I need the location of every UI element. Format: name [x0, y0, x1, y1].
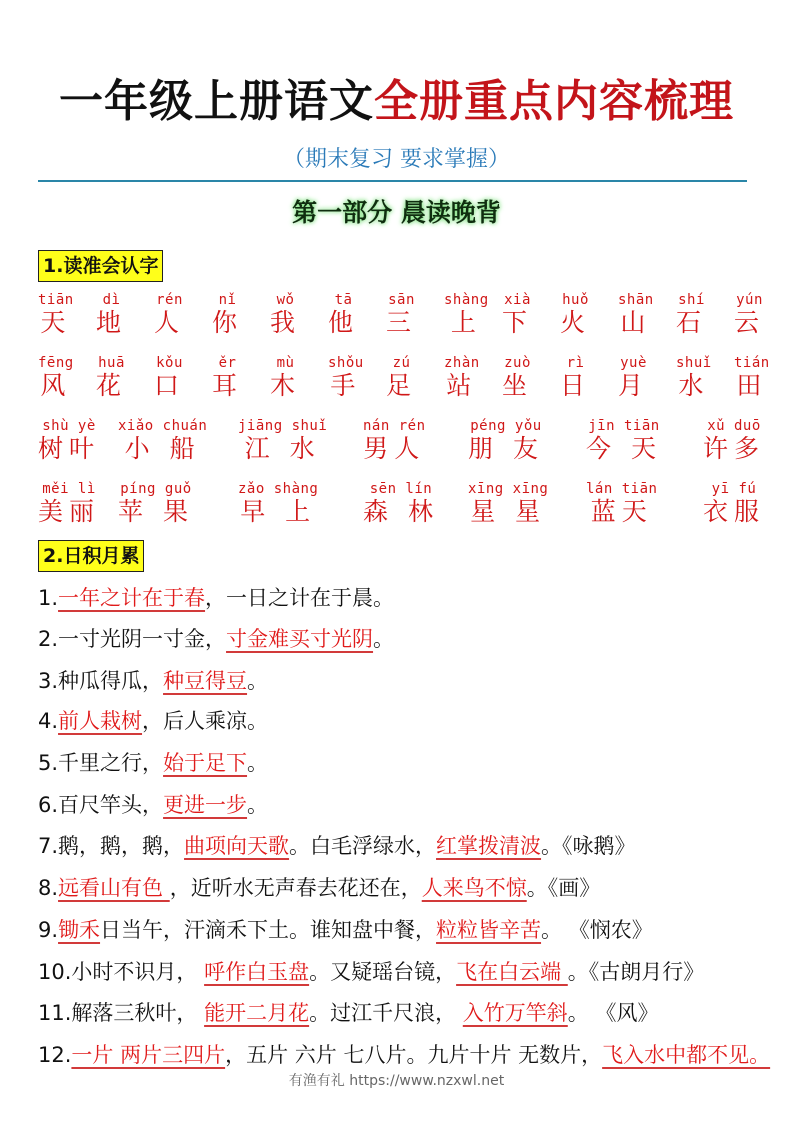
fill-in-answer: 呼作白玉盘	[204, 960, 310, 984]
fill-in-answer: 一年之计在于春	[58, 586, 206, 610]
pinyin: nán rén	[363, 418, 426, 434]
verse-text: ，五片 六片 七八片。九片十片 无数片，	[225, 1043, 603, 1067]
verse-text: 。《咏鹅》	[541, 834, 636, 858]
fill-in-answer: 寸金难买寸光阴	[226, 627, 374, 651]
verse-number: 10.	[38, 960, 72, 984]
verse-line	[38, 831, 636, 861]
character-cell	[96, 292, 127, 338]
section-1-tag: 1.读准会认字	[38, 250, 163, 282]
verse-text: 。	[373, 627, 395, 651]
verse-text: 。	[247, 793, 269, 817]
character-cell	[734, 355, 770, 401]
character-cell	[38, 292, 74, 338]
character-row	[38, 292, 766, 352]
hanzi: 男人	[363, 434, 426, 463]
verse-line	[38, 624, 394, 654]
hanzi: 树叶	[38, 434, 101, 463]
verse-text: 。	[247, 669, 269, 693]
fill-in-answer: 人来鸟不惊	[421, 876, 527, 900]
character-cell	[502, 355, 533, 401]
character-cell	[154, 355, 185, 401]
pinyin: sēn lín	[369, 481, 433, 497]
verse-number: 6.	[38, 793, 59, 817]
fill-in-answer: 锄禾	[58, 918, 101, 942]
verse-number: 12.	[38, 1043, 72, 1067]
verse-number: 2.	[38, 627, 59, 651]
pinyin: péng yǒu	[470, 418, 542, 434]
document-title	[0, 74, 793, 130]
pinyin: xiǎo chuán	[118, 418, 208, 434]
character-cell	[676, 292, 707, 338]
pinyin: xià	[504, 292, 531, 308]
hanzi: 今 天	[586, 434, 662, 463]
fill-in-answer: 入竹万竿斜	[462, 1001, 568, 1025]
character-cell	[328, 292, 359, 338]
verse-number: 4.	[38, 709, 59, 733]
hanzi: 风	[40, 371, 72, 400]
pinyin: nǐ	[218, 292, 237, 308]
title-red-part: 全册重点内容梳理	[374, 76, 734, 127]
hanzi: 小 船	[124, 434, 201, 463]
pinyin: jīn tiān	[588, 418, 660, 434]
verse-text: 鹅，鹅，鹅，	[58, 834, 185, 858]
pinyin: shàng	[444, 292, 489, 308]
hanzi: 美丽	[38, 497, 101, 526]
character-row	[38, 481, 766, 541]
character-cell	[618, 355, 649, 401]
verse-number: 11.	[38, 1001, 72, 1025]
verse-text: 解落三秋叶，	[71, 1001, 205, 1025]
character-cell	[468, 481, 548, 527]
hanzi: 石	[676, 308, 708, 337]
hanzi: 许多	[703, 434, 766, 463]
character-cell	[38, 355, 74, 401]
verse-text: 。又疑瑶台镜，	[309, 960, 457, 984]
verse-line	[38, 998, 658, 1028]
verse-line	[38, 1040, 770, 1070]
verse-text: 。过江千尺浪，	[309, 1001, 463, 1025]
pinyin: yī fú	[711, 481, 757, 497]
hanzi: 火	[560, 308, 592, 337]
character-cell	[386, 355, 417, 401]
character-cell	[586, 481, 657, 527]
character-cell	[703, 418, 765, 464]
hanzi: 他	[328, 308, 360, 337]
watermark: 有渔有礼 https://www.nzxwl.net	[288, 1073, 505, 1089]
verse-line	[38, 748, 268, 778]
character-row	[38, 355, 770, 415]
character-cell	[212, 292, 243, 338]
character-cell	[363, 418, 426, 464]
pinyin: dì	[102, 292, 121, 308]
pinyin: kǒu	[156, 355, 183, 371]
pinyin: huā	[98, 355, 125, 371]
pinyin: jiāng shuǐ	[238, 418, 328, 434]
verse-text: 。白毛浮绿水，	[289, 834, 437, 858]
verse-number: 9.	[38, 918, 59, 942]
fill-in-answer: 前人栽树	[58, 709, 143, 733]
character-row	[38, 418, 766, 478]
hanzi: 你	[212, 308, 244, 337]
pinyin: píng guǒ	[120, 481, 192, 497]
fill-in-answer: 一片 两片三四片	[71, 1043, 226, 1067]
character-cell	[118, 481, 194, 527]
section-2-tag: 2.日积月累	[38, 540, 144, 572]
hanzi: 苹 果	[118, 497, 194, 526]
pinyin: mù	[276, 355, 295, 371]
pinyin: huǒ	[562, 292, 589, 308]
verse-text: 小时不识月，	[71, 960, 205, 984]
verse-number: 5.	[38, 751, 59, 775]
divider-line	[38, 180, 747, 182]
character-cell	[560, 292, 591, 338]
character-cell	[618, 292, 654, 338]
character-cell	[502, 292, 533, 338]
fill-in-answer: 飞入水中都不见。	[602, 1043, 771, 1067]
title-black-part: 一年级上册语文	[59, 76, 374, 127]
hanzi: 地	[96, 308, 128, 337]
verse-line	[38, 790, 268, 820]
pinyin: wǒ	[276, 292, 295, 308]
verse-text: ，后人乘凉。	[142, 709, 269, 733]
verse-text: 。 《悯农》	[541, 918, 653, 942]
hanzi: 云	[734, 308, 766, 337]
character-cell	[560, 355, 591, 401]
hanzi: 水	[678, 371, 710, 400]
pinyin: rì	[566, 355, 585, 371]
hanzi: 口	[154, 371, 186, 400]
hanzi: 我	[270, 308, 302, 337]
pinyin: shù yè	[42, 418, 96, 434]
hanzi: 人	[154, 308, 186, 337]
verse-text: 种瓜得瓜，	[58, 669, 164, 693]
verse-line	[38, 706, 268, 736]
hanzi: 朋 友	[468, 434, 544, 463]
character-cell	[363, 481, 439, 527]
pinyin: shí	[678, 292, 705, 308]
hanzi: 天	[40, 308, 72, 337]
character-cell	[444, 355, 480, 401]
verse-text: ，一日之计在于晨。	[205, 586, 395, 610]
fill-in-answer: 曲项向天歌	[184, 834, 290, 858]
hanzi: 山	[620, 308, 652, 337]
pinyin: sān	[388, 292, 415, 308]
pinyin: ěr	[218, 355, 237, 371]
verse-number: 7.	[38, 834, 59, 858]
verse-text: ，近听水无声春去花还在，	[169, 876, 422, 900]
verse-text: 。《画》	[526, 876, 601, 900]
hanzi: 手	[330, 371, 362, 400]
character-cell	[734, 292, 765, 338]
character-cell	[38, 481, 100, 527]
fill-in-answer: 粒粒皆辛苦	[436, 918, 542, 942]
hanzi: 早 上	[240, 497, 317, 526]
pinyin: zhàn	[444, 355, 480, 371]
verse-number: 3.	[38, 669, 59, 693]
part-title: 第一部分 晨读晚背	[292, 198, 501, 227]
character-cell	[386, 292, 417, 338]
verse-line	[38, 873, 600, 903]
hanzi: 上	[450, 308, 482, 337]
fill-in-answer: 始于足下	[163, 751, 248, 775]
fill-in-answer: 红掌拨清波	[436, 834, 542, 858]
pinyin: tiān	[38, 292, 74, 308]
pinyin: zuò	[504, 355, 531, 371]
verse-number: 1.	[38, 586, 59, 610]
character-cell	[676, 355, 712, 401]
fill-in-answer: 飞在白云端	[456, 960, 568, 984]
verse-text: 。《古朗月行》	[567, 960, 705, 984]
hanzi: 田	[736, 371, 768, 400]
character-cell	[212, 355, 243, 401]
verse-text: 一寸光阴一寸金，	[58, 627, 227, 651]
fill-in-answer: 更进一步	[163, 793, 248, 817]
character-cell	[586, 418, 662, 464]
character-cell	[96, 355, 127, 401]
pinyin: yuè	[620, 355, 647, 371]
hanzi: 江 水	[244, 434, 321, 463]
character-cell	[328, 355, 364, 401]
pinyin: měi lì	[42, 481, 96, 497]
fill-in-answer: 能开二月花	[204, 1001, 310, 1025]
hanzi: 森 林	[363, 497, 439, 526]
hanzi: 月	[618, 371, 650, 400]
pinyin: tā	[334, 292, 353, 308]
verse-text: 日当午，汗滴禾下土。谁知盘中餐，	[100, 918, 437, 942]
pinyin: xīng xīng	[468, 481, 549, 497]
verse-text: 。	[247, 751, 269, 775]
pinyin: tián	[734, 355, 770, 371]
character-cell	[444, 292, 489, 338]
character-cell	[703, 481, 765, 527]
pinyin: yún	[736, 292, 763, 308]
pinyin: xǔ duō	[707, 418, 761, 434]
verse-number: 8.	[38, 876, 59, 900]
hanzi: 木	[270, 371, 302, 400]
hanzi: 耳	[212, 371, 244, 400]
fill-in-answer: 远看山有色	[58, 876, 170, 900]
pinyin: shuǐ	[676, 355, 712, 371]
verse-line	[38, 666, 268, 696]
character-cell	[238, 418, 327, 464]
hanzi: 衣服	[703, 497, 766, 526]
character-cell	[270, 355, 301, 401]
verse-line	[38, 583, 394, 613]
verse-line	[38, 915, 653, 945]
character-cell	[238, 481, 318, 527]
character-cell	[118, 418, 207, 464]
pinyin: shǒu	[328, 355, 364, 371]
hanzi: 蓝天	[590, 497, 653, 526]
pinyin: zú	[392, 355, 411, 371]
pinyin: rén	[156, 292, 183, 308]
verse-text: 。 《风》	[567, 1001, 659, 1025]
character-cell	[154, 292, 185, 338]
hanzi: 足	[386, 371, 418, 400]
hanzi: 三	[386, 308, 418, 337]
hanzi: 坐	[502, 371, 534, 400]
hanzi: 下	[502, 308, 534, 337]
hanzi: 日	[560, 371, 592, 400]
character-cell	[38, 418, 100, 464]
pinyin: shān	[618, 292, 654, 308]
subtitle: （期末复习 要求掌握）	[283, 147, 510, 172]
pinyin: lán tiān	[586, 481, 658, 497]
character-cell	[468, 418, 544, 464]
pinyin: zǎo shàng	[238, 481, 319, 497]
character-cell	[270, 292, 301, 338]
hanzi: 花	[96, 371, 128, 400]
verse-text: 百尺竿头，	[58, 793, 164, 817]
pinyin: fēng	[38, 355, 74, 371]
verse-line	[38, 957, 704, 987]
hanzi: 站	[446, 371, 478, 400]
fill-in-answer: 种豆得豆	[163, 669, 248, 693]
hanzi: 星 星	[470, 497, 547, 526]
verse-text: 千里之行，	[58, 751, 164, 775]
